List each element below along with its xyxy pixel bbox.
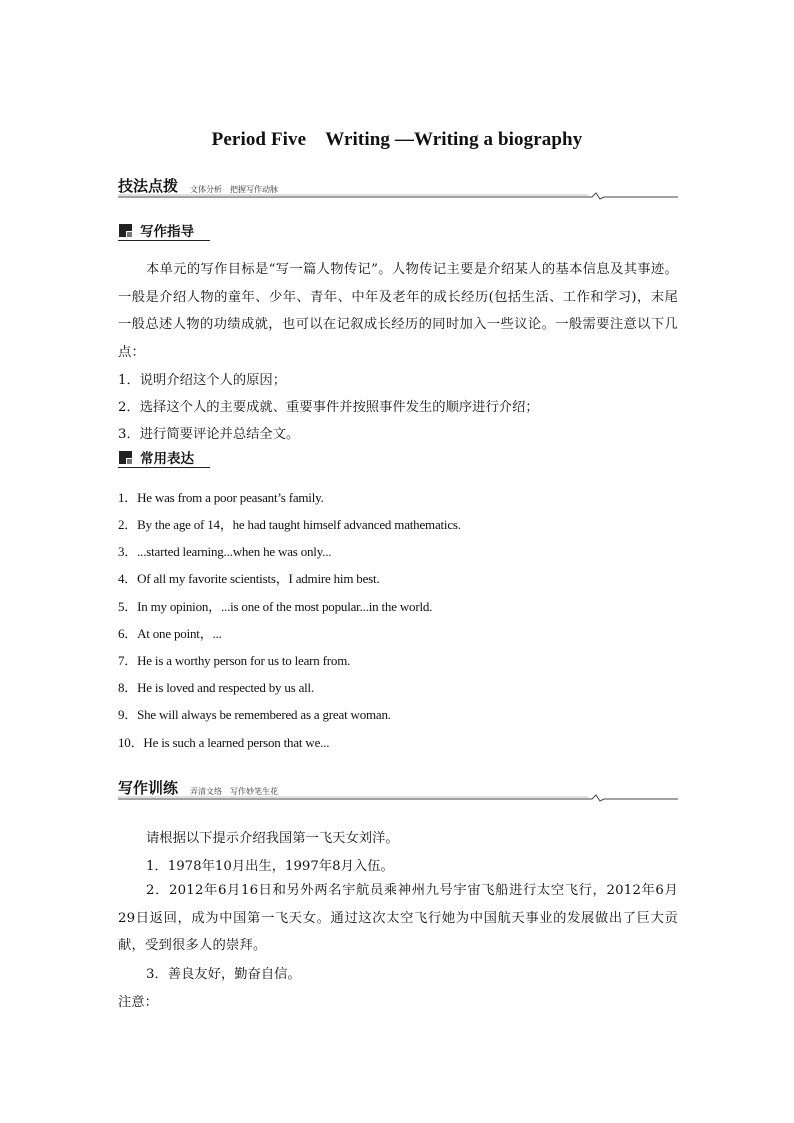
expression-item: 1．He was from a poor peasant’s family. <box>118 490 324 505</box>
note-label: 注意： <box>118 995 158 1010</box>
task-intro: 请根据以下提示介绍我国第一飞天女刘洋。 <box>146 831 399 846</box>
page-title: Period Five Writing —Writing a biography <box>211 129 583 150</box>
section-underline <box>118 467 210 468</box>
expression-item: 3．...started learning...when he was only... <box>118 544 332 559</box>
square-bullet-icon <box>119 224 132 237</box>
expression-item: 7．He is a worthy person for us to learn from. <box>118 653 351 668</box>
expression-item: 5．In my opinion，...is one of the most popular...in the world. <box>118 599 433 614</box>
banner-rule <box>118 794 678 802</box>
expression-item: 8．He is loved and respected by us all. <box>118 680 315 695</box>
banner-title: 写作训练 <box>118 779 179 797</box>
banner-rule <box>118 192 678 200</box>
point-2: 2．选择这个人的主要成就、重要事件并按照事件发生的顺序进行介绍； <box>118 400 539 415</box>
intro-paragraph: 本单元的写作目标是“写一篇人物传记”。人物传记主要是介绍某人的基本信息及其事迹。一般是介绍人物的童年、少年、青年、中年及老年的成长经历(包括生活、工作和学习)，末尾一般总述人物的功绩成就，也可以在记叙成长经历的同时加入一些议论。一般需要注意以下几点： <box>118 262 678 360</box>
section-label: 写作指导 <box>140 224 194 240</box>
point-1: 1．说明介绍这个人的原因； <box>118 373 287 388</box>
expression-item: 4．Of all my favorite scientists，I admire him best. <box>118 571 380 586</box>
task-item-3: 3．善良友好，勤奋自信。 <box>146 967 301 982</box>
section-underline <box>118 240 210 241</box>
section-banner-techniques <box>118 170 678 200</box>
section-header-common-expressions <box>118 446 210 468</box>
square-bullet-icon <box>119 451 132 464</box>
banner-title: 技法点拨 <box>118 177 179 195</box>
section-header-writing-guide <box>118 219 210 241</box>
task-item-1: 1．1978年10月出生，1997年8月入伍。 <box>146 859 394 874</box>
expression-item: 10．He is such a learned person that we... <box>118 735 330 750</box>
section-banner-writing-practice <box>118 772 678 802</box>
banner-subtitle: 弄清文络 写作妙笔生花 <box>190 787 278 796</box>
point-3: 3．进行简要评论并总结全文。 <box>118 427 300 442</box>
task-item-2: 2．2012年6月16日和另外两名宇航员乘神州九号宇宙飞船进行太空飞行，2012年6月29日返回，成为中国第一飞天女。通过这次太空飞行她为中国航天事业的发展做出了巨大贡献，受到很多人的崇拜。 <box>118 883 678 953</box>
expression-item: 2．By the age of 14，he had taught himself advanced mathematics. <box>118 517 461 532</box>
expression-item: 9．She will always be remembered as a great woman. <box>118 707 391 722</box>
banner-subtitle: 文体分析 把握写作动脉 <box>190 185 278 194</box>
section-label: 常用表达 <box>140 451 194 467</box>
expression-item: 6．At one point，... <box>118 626 222 641</box>
